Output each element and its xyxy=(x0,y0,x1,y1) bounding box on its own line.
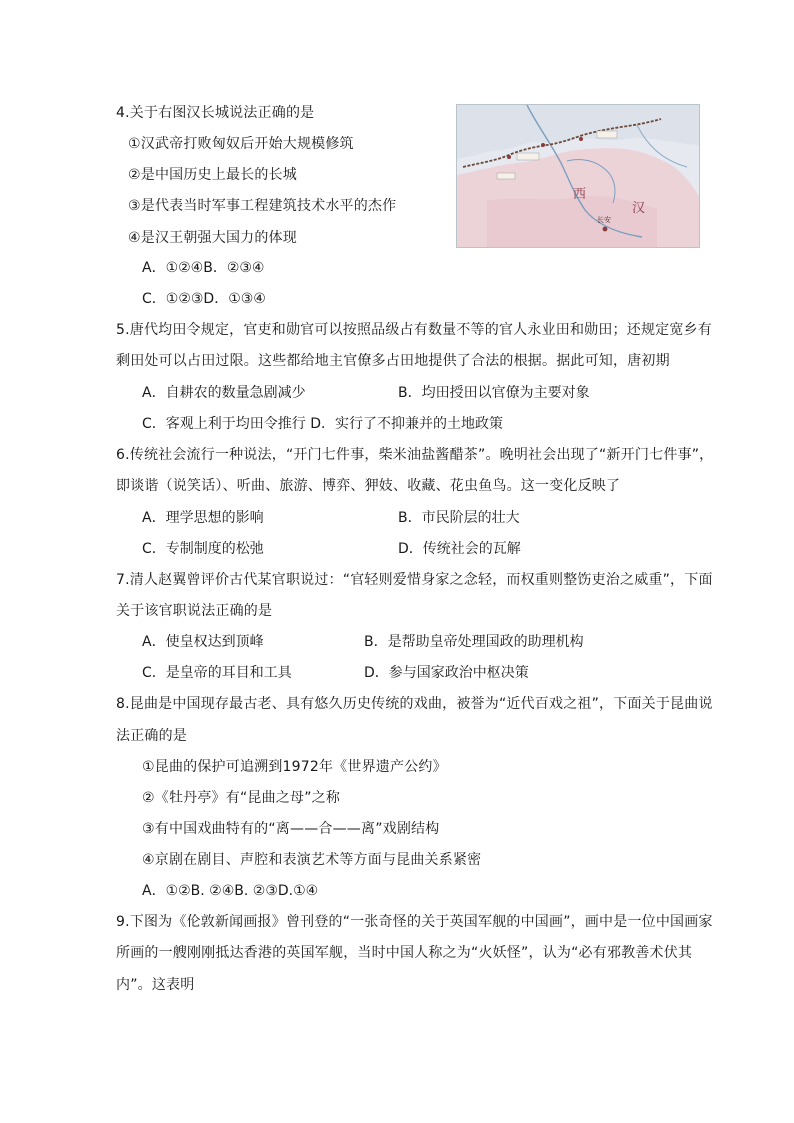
q8-item-2: ②《牡丹亭》有“昆曲之母”之称 xyxy=(142,790,341,806)
q6-option-d: D．传统社会的瓦解 xyxy=(398,541,521,557)
q4-item-2: ②是中国历史上最长的长城 xyxy=(128,167,297,183)
q4-stem: 4.关于右图汉长城说法正确的是 xyxy=(116,105,315,121)
q4-item-3: ③是代表当时军事工程建筑技术水平的杰作 xyxy=(128,198,397,214)
q8-options: A．①②B. ②④B. ②③D.①④ xyxy=(142,883,319,899)
q6-stem-line2: 即谈谐（说笑话）、听曲、旅游、博弈、狎妓、收藏、花虫鱼鸟。这一变化反映了 xyxy=(116,478,621,494)
q5-stem-line1: 5.唐代均田令规定，官吏和勋官可以按照品级占有数量不等的官人永业田和勋田；还规定宽乡有 xyxy=(116,322,712,338)
q8-item-1: ①昆曲的保护可追溯到1972年《世界遗产公约》 xyxy=(142,759,447,775)
map-label-changan: 长安 xyxy=(597,216,611,224)
map-label-han: 汉 xyxy=(632,201,646,216)
q4-options-cd: C．①②③D．①③④ xyxy=(142,291,266,307)
q5-option-cd: C．客观上利于均田令推行 D．实行了不抑兼并的土地政策 xyxy=(142,416,504,432)
q9-stem-line3: 内”。这表明 xyxy=(116,977,195,993)
q5-option-a: A．自耕农的数量急剧减少 xyxy=(142,385,306,401)
q7-stem-line1: 7.清人赵翼曾评价古代某官职说过：“官轻则爱惜身家之念轻，而权重则整饬吏治之威重”，下面 xyxy=(116,572,713,588)
q8-stem-line1: 8.昆曲是中国现存最古老、具有悠久历史传统的戏曲，被誉为“近代百戏之祖”，下面关于昆曲说 xyxy=(116,696,713,712)
q6-option-a: A．理学思想的影响 xyxy=(142,510,264,526)
q6-stem-line1: 6.传统社会流行一种说法，“开门七件事，柴米油盐酱醋茶”。晚明社会出现了“新开门七件事”， xyxy=(116,447,714,463)
q5-option-b: B．均田授田以官僚为主要对象 xyxy=(398,385,590,401)
q7-stem-line2: 关于该官职说法正确的是 xyxy=(116,603,273,619)
q4-item-4: ④是汉王朝强大国力的体现 xyxy=(128,230,297,246)
q5-stem-line2: 剩田处可以占田过限。这些都给地主官僚多占田地提供了合法的根据。据此可知，唐初期 xyxy=(116,353,670,369)
q8-item-3: ③有中国戏曲特有的“离——合——离”戏剧结构 xyxy=(142,821,440,837)
q6-option-b: B．市民阶层的壮大 xyxy=(398,510,520,526)
q6-option-c: C．专制制度的松弛 xyxy=(142,541,264,557)
q8-item-4: ④京剧在剧目、声腔和表演艺术等方面与昆曲关系紧密 xyxy=(142,852,482,868)
han-great-wall-map xyxy=(456,104,700,248)
map-graphic xyxy=(457,105,699,247)
q8-stem-line2: 法正确的是 xyxy=(116,728,187,744)
map-label-xi: 西 xyxy=(573,187,587,202)
q7-option-b: B．是帮助皇帝处理国政的助理机构 xyxy=(364,634,584,650)
q9-stem-line1: 9.下图为《伦敦新闻画报》曾刊登的“一张奇怪的关于英国军舰的中国画”，画中是一位中国画家 xyxy=(116,914,713,930)
q7-option-a: A．使皇权达到顶峰 xyxy=(142,634,264,650)
q7-option-c: C．是皇帝的耳目和工具 xyxy=(142,665,292,681)
q4-item-1: ①汉武帝打败匈奴后开始大规模修筑 xyxy=(128,136,354,152)
q7-option-d: D．参与国家政治中枢决策 xyxy=(364,665,529,681)
q9-stem-line2: 所画的一艘刚刚抵达香港的英国军舰，当时中国人称之为“火妖怪”，认为“必有邪教善术伏其 xyxy=(116,945,693,961)
q4-options-ab: A．①②④B．②③④ xyxy=(142,260,265,276)
